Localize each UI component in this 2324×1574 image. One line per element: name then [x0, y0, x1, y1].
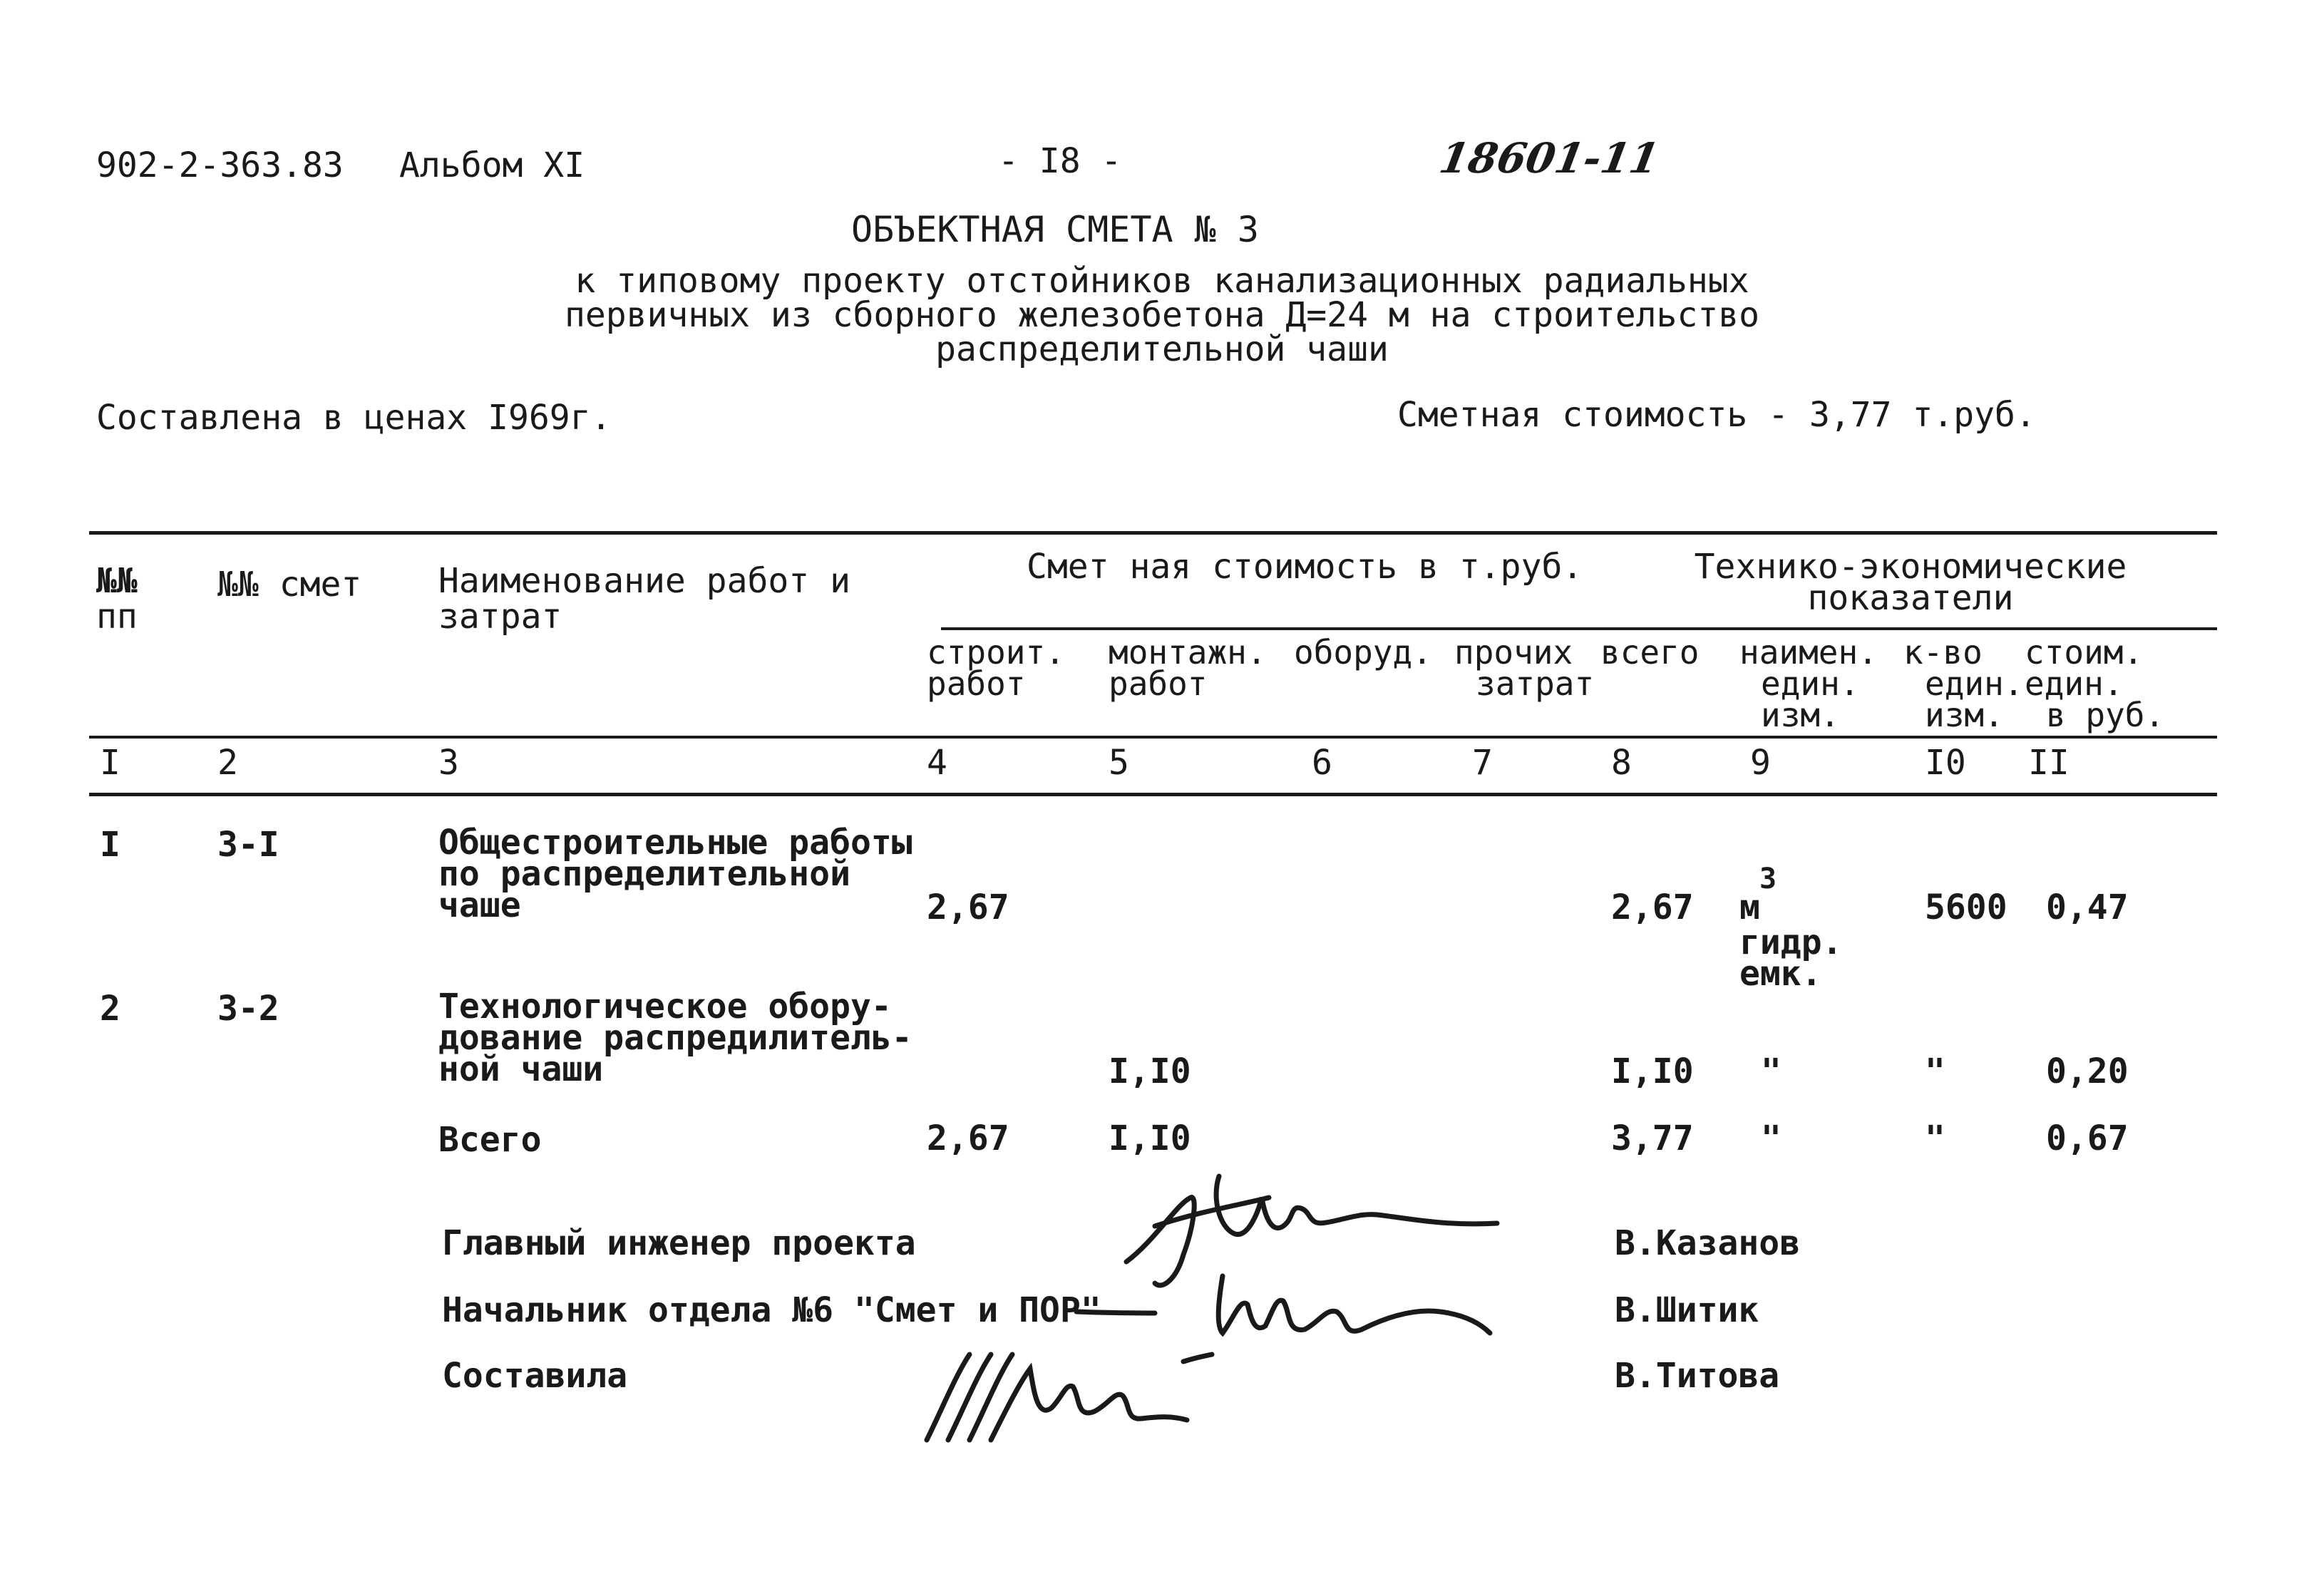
- header-col1-line2: пп: [96, 597, 138, 637]
- header-group-tech-line1: Технико-экономические: [1694, 547, 2127, 587]
- signer-role-3: Составила: [442, 1356, 628, 1396]
- col-number: 4: [927, 743, 947, 783]
- estimated-cost: Сметная стоимость - 3,77 т.руб.: [1397, 395, 2036, 435]
- header-col10-line2: един.: [1925, 664, 2024, 703]
- row1-name-line2: по распределительной: [438, 854, 850, 894]
- subtitle-line-2: первичных из сборного железобетона Д=24 м на строительство: [564, 295, 1760, 335]
- signer-name-3: В.Титова: [1615, 1356, 1780, 1396]
- colnum-bottom-rule: [89, 793, 2217, 796]
- row2-name-line1: Технологическое обору-: [438, 987, 892, 1027]
- header-col4-line2: работ: [927, 664, 1026, 703]
- signature-titova-icon: [912, 1340, 1240, 1447]
- header-col8: всего: [1600, 633, 1700, 672]
- signer-role-1: Главный инженер проекта: [442, 1223, 916, 1263]
- col-number: I0: [1925, 743, 1966, 783]
- total-cost: 0,67: [2046, 1118, 2129, 1158]
- row1-unit-line2: гидр.: [1739, 922, 1843, 962]
- col-number: 5: [1109, 743, 1129, 783]
- header-col11-line1: стоим.: [2025, 633, 2144, 672]
- signer-name-1: В.Казанов: [1615, 1223, 1801, 1263]
- col-number: 8: [1611, 743, 1632, 783]
- col-number: 7: [1472, 743, 1493, 783]
- row1-name-line3: чаше: [438, 885, 521, 925]
- header-col3-line2: затрат: [438, 597, 562, 637]
- row1-vsego: 2,67: [1611, 888, 1694, 927]
- header-col5-line2: работ: [1109, 664, 1208, 703]
- row1-stroit: 2,67: [927, 888, 1009, 927]
- total-vsego: 3,77: [1611, 1118, 1694, 1158]
- row1-name-line1: Общестроительные работы: [438, 823, 912, 863]
- row2-qty: ": [1925, 1051, 1945, 1091]
- row2-unit: ": [1761, 1051, 1781, 1091]
- subtitle-line-1: к типовому проекту отстойников канализационных радиальных: [575, 261, 1749, 301]
- album-label: Альбом XI: [399, 145, 585, 185]
- header-col1-line1: №№: [96, 561, 138, 601]
- row1-num: I: [100, 825, 120, 865]
- total-montazh: I,I0: [1109, 1118, 1191, 1158]
- row2-num: 2: [100, 989, 120, 1029]
- total-label: Всего: [438, 1120, 542, 1160]
- header-col4-line1: строит.: [927, 633, 1065, 672]
- header-col3-line1: Наименование работ и: [438, 561, 850, 601]
- total-stroit: 2,67: [927, 1118, 1009, 1158]
- header-col9-line1: наимен.: [1739, 633, 1878, 672]
- row1-unit-exp: 3: [1759, 863, 1777, 895]
- header-col2: №№ смет: [217, 565, 362, 605]
- header-col6: оборуд.: [1294, 633, 1432, 672]
- document-title: ОБЪЕКТНАЯ СМЕТА № 3: [851, 209, 1259, 250]
- header-col7-line2: затрат: [1476, 664, 1595, 703]
- row1-qty: 5600: [1925, 888, 2007, 927]
- header-col5-line1: монтажн.: [1109, 633, 1267, 672]
- row2-name-line3: ной чаши: [438, 1049, 604, 1089]
- doc-number: 902-2-363.83: [96, 145, 344, 185]
- row2-cost: 0,20: [2046, 1051, 2129, 1091]
- header-col7-line1: прочих: [1454, 633, 1573, 672]
- col-number: 3: [438, 743, 459, 783]
- table-top-rule: [89, 531, 2217, 535]
- row2-name-line2: дование распредилитель-: [438, 1018, 912, 1058]
- header-col11-line2: един.: [2025, 664, 2124, 703]
- col-number: II: [2028, 743, 2070, 783]
- total-unit: ": [1761, 1118, 1781, 1158]
- row2-smeta: 3-2: [217, 989, 279, 1029]
- row1-unit-line3: емк.: [1739, 954, 1822, 994]
- signer-role-2: Начальник отдела №6 "Смет и ПОР": [442, 1290, 1101, 1330]
- subheader-rule: [941, 627, 2217, 630]
- header-col9-line2: един.: [1761, 664, 1860, 703]
- header-group-cost: Смет ная стоимость в т.руб.: [1027, 547, 1583, 587]
- col-number: 6: [1312, 743, 1332, 783]
- header-bottom-rule: [89, 736, 2217, 739]
- handwritten-number: 18601-11: [1436, 134, 1663, 182]
- header-col10-line1: к-во: [1903, 633, 1983, 672]
- row1-unit-line1: м: [1739, 888, 1760, 927]
- subtitle-line-3: распределительной чаши: [935, 329, 1389, 369]
- header-col10-line3: изм.: [1925, 696, 2004, 734]
- row2-vsego: I,I0: [1611, 1051, 1694, 1091]
- page-number: - I8 -: [998, 141, 1122, 181]
- row1-smeta: 3-I: [217, 825, 279, 865]
- prices-note: Составлена в ценах I969г.: [96, 398, 612, 438]
- total-qty: ": [1925, 1118, 1945, 1158]
- col-number: I: [100, 743, 120, 783]
- col-number: 2: [217, 743, 238, 783]
- header-group-tech-line2: показатели: [1807, 578, 2014, 618]
- header-col11-line3: в руб.: [2046, 696, 2165, 734]
- col-number: 9: [1750, 743, 1771, 783]
- row1-cost: 0,47: [2046, 888, 2129, 927]
- row2-montazh: I,I0: [1109, 1051, 1191, 1091]
- header-col9-line3: изм.: [1761, 696, 1840, 734]
- signer-name-2: В.Шитик: [1615, 1290, 1759, 1330]
